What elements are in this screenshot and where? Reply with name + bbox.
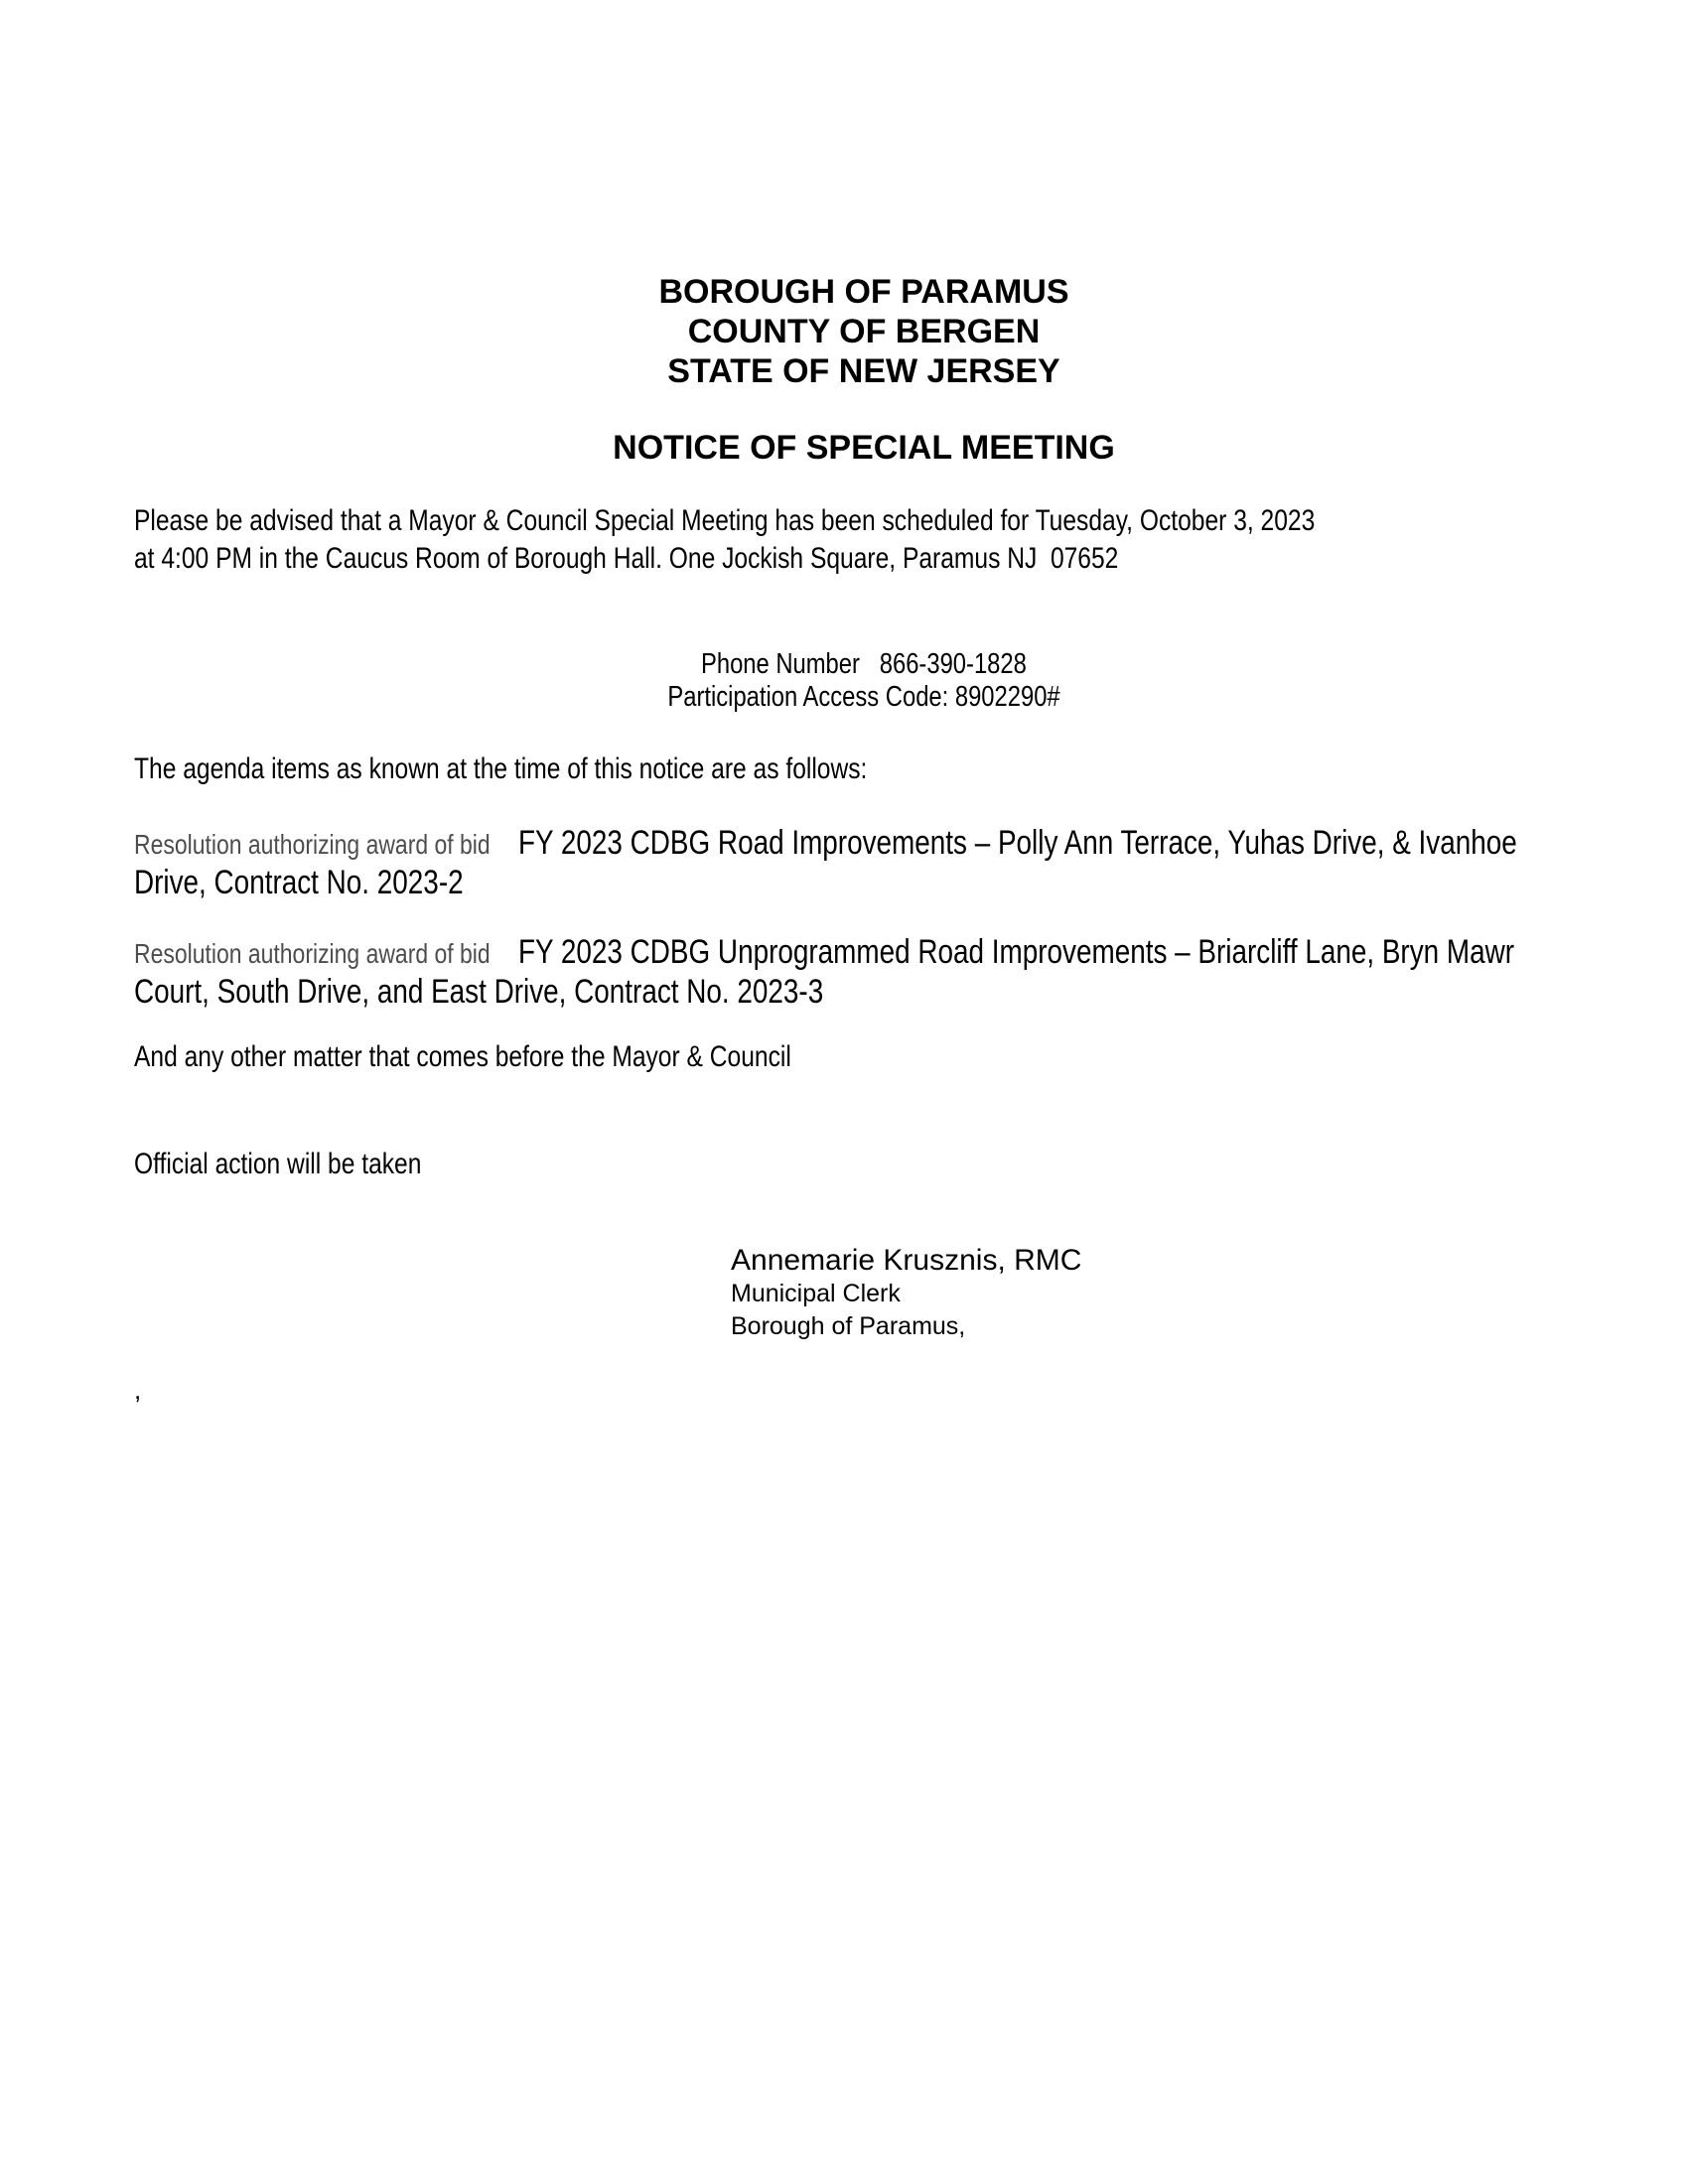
other-matters-text: And any other matter that comes before the Mayor & Council [134,1040,791,1073]
header-line-borough: BOROUGH OF PARAMUS [658,273,1069,311]
signature-title: Municipal Clerk [731,1280,901,1307]
resolution-1-line-2-text: Drive, Contract No. 2023-2 [134,864,464,901]
other-matters-line [134,1038,1594,1076]
footer-mark-text: , [134,1375,142,1405]
resolution-2-line-2-text: Court, South Drive, and East Drive, Contract No. 2023-3 [134,973,824,1011]
resolution-1-line-1-text: FY 2023 CDBG Road Improvements – Polly Ann Terrace, Yuhas Drive, & Ivanhoe [518,824,1517,862]
resolution-2-line-2 [134,973,1594,1011]
signature-name: Annemarie Krusznis, RMC [731,1244,1082,1277]
official-action [134,1146,1594,1183]
resolution-2-line-1 [134,933,1594,973]
contact-block [134,648,1594,714]
resolution-2-line-1-text: FY 2023 CDBG Unprogrammed Road Improvements – Briarcliff Lane, Bryn Mawr [518,933,1515,971]
phone-number-text: Phone Number 866-390-1828 [701,648,1027,680]
intro-line-1-text: Please be advised that a Mayor & Council Special Meeting has been scheduled for Tuesday, October 3, 2023 [134,504,1316,537]
resolution-item-1 [134,824,1594,901]
official-action-line [134,1146,1594,1183]
resolution-1-line-2 [134,864,1594,901]
signature-organization: Borough of Paramus, [731,1312,966,1340]
access-code-text: Participation Access Code: 8902290# [667,681,1060,713]
notice-title-text: NOTICE OF SPECIAL MEETING [613,429,1115,467]
intro-line-1 [134,502,1594,540]
header-line-state: STATE OF NEW JERSEY [667,352,1060,390]
phone-number-line [134,648,1594,681]
resolution-2-prefix: Resolution authorizing award of bid [134,938,497,969]
resolution-1-line-1 [134,824,1594,864]
document-header [134,272,1594,391]
resolution-item-2 [134,933,1594,1011]
other-matters [134,1038,1594,1076]
agenda-intro-line [134,751,1594,788]
notice-title [134,428,1594,468]
access-code-line [134,681,1594,714]
footer-mark [134,1375,1594,1405]
signature-block [731,1244,1081,1343]
agenda-intro-text: The agenda items as known at the time of this notice are as follows: [134,752,868,785]
resolution-1-prefix: Resolution authorizing award of bid [134,829,497,860]
intro-line-2 [134,540,1594,578]
agenda-intro [134,751,1594,788]
intro-line-2-text: at 4:00 PM in the Caucus Room of Borough Hall. One Jockish Square, Paramus NJ 07652 [134,542,1119,575]
intro-paragraph [134,502,1594,578]
header-line-county: COUNTY OF BERGEN [687,313,1041,350]
official-action-text: Official action will be taken [134,1148,422,1180]
